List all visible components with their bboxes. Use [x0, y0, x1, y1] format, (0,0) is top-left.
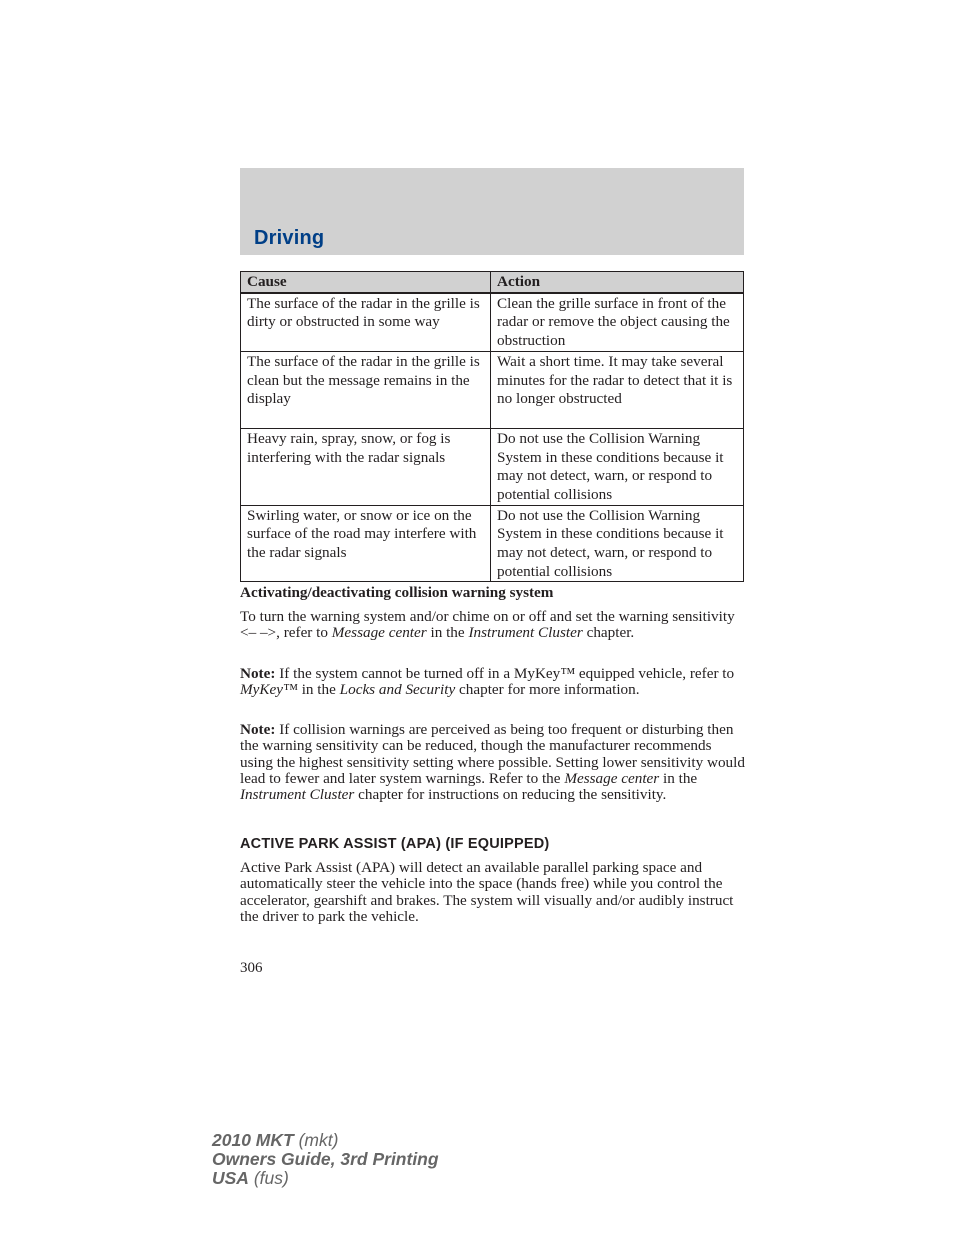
- instrument-cluster-ref: Instrument Cluster: [240, 786, 355, 804]
- section-title: Driving: [254, 227, 325, 249]
- text-run: If the system cannot be turned off in a MyKey™ equipped vehicle, refer to: [275, 665, 735, 682]
- cause-cell: The surface of the radar in the grille is clean but the message remains in the display: [241, 351, 491, 428]
- action-cell: Do not use the Collision Warning System in these conditions because it may not detect, warn, or respond to potential collisions: [491, 428, 744, 505]
- footer-line-model: [212, 1131, 439, 1150]
- locks-security-ref: Locks and Security: [339, 681, 456, 699]
- text-run: in the: [659, 769, 698, 787]
- apa-heading: ACTIVE PARK ASSIST (APA) (IF EQUIPPED): [240, 836, 550, 852]
- table-row: [241, 428, 744, 505]
- instrument-cluster-ref: Instrument Cluster: [468, 624, 583, 642]
- footer-model: 2010 MKT: [212, 1130, 294, 1150]
- activating-paragraph: [240, 609, 746, 642]
- message-center-ref: Message center: [564, 769, 660, 787]
- footer-printing: Owners Guide, 3rd Printing: [212, 1149, 439, 1169]
- text-run: chapter for more information.: [455, 681, 640, 699]
- column-header-cause: Cause: [241, 272, 491, 293]
- action-cell: Do not use the Collision Warning System in these conditions because it may not detect, warn, or respond to potential collisions: [491, 505, 744, 582]
- mykey-ref: MyKey™: [240, 681, 298, 699]
- apa-body: Active Park Assist (APA) will detect an available parallel parking space and automatically steer the vehicle into the space (hands free) while you control the accelerator, gearshift and brakes. The system will visually and/or audibly instruct the driver to park the vehicle.: [240, 859, 734, 925]
- note-sensitivity: [240, 722, 746, 803]
- note-label: Note:: [240, 665, 276, 682]
- text-run: chapter for instructions on reducing the sensitivity.: [354, 786, 667, 804]
- activating-subheading: Activating/deactivating collision warning system: [240, 584, 554, 601]
- text-run: chapter.: [582, 624, 635, 642]
- cause-cell: Swirling water, or snow or ice on the surface of the road may interfere with the radar signals: [241, 505, 491, 582]
- message-center-ref: Message center: [331, 624, 427, 642]
- footer-model-code: (mkt): [293, 1130, 339, 1150]
- footer-line-printing: [212, 1150, 439, 1169]
- table-row: [241, 293, 744, 352]
- cause-cell: The surface of the radar in the grille is dirty or obstructed in some way: [241, 293, 491, 352]
- footer-edition-info: [212, 1131, 439, 1188]
- table-row: [241, 351, 744, 428]
- footer-market: USA: [212, 1168, 249, 1188]
- cause-cell: Heavy rain, spray, snow, or fog is interfering with the radar signals: [241, 428, 491, 505]
- text-run: To turn the warning system and/or chime on or off and set the warning sensitivity <– –>, refer to: [240, 608, 735, 642]
- troubleshooting-table: [240, 271, 744, 582]
- table-header-row: [241, 272, 744, 293]
- footer-market-code: (fus): [248, 1168, 289, 1188]
- text-run: in the: [297, 681, 340, 699]
- footer-line-market: [212, 1169, 439, 1188]
- text-run: in the: [426, 624, 469, 642]
- action-cell: Wait a short time. It may take several minutes for the radar to detect that it is no longer obstructed: [491, 351, 744, 428]
- column-header-action: Action: [491, 272, 744, 293]
- apa-paragraph: [240, 860, 746, 925]
- note-label: Note:: [240, 721, 276, 738]
- note-mykey: [240, 666, 746, 699]
- action-cell: Clean the grille surface in front of the radar or remove the object causing the obstruction: [491, 293, 744, 352]
- table-row: [241, 505, 744, 582]
- text-run: If collision warnings are perceived as being too frequent or disturbing then the warning sensitivity can be reduced, though the manufacturer recommends using the highest sensitivity setting where possible. Setting lower sensitivity would lead to fewer and later system warnings. Refer to the: [240, 721, 745, 787]
- page-number: 306: [240, 960, 263, 976]
